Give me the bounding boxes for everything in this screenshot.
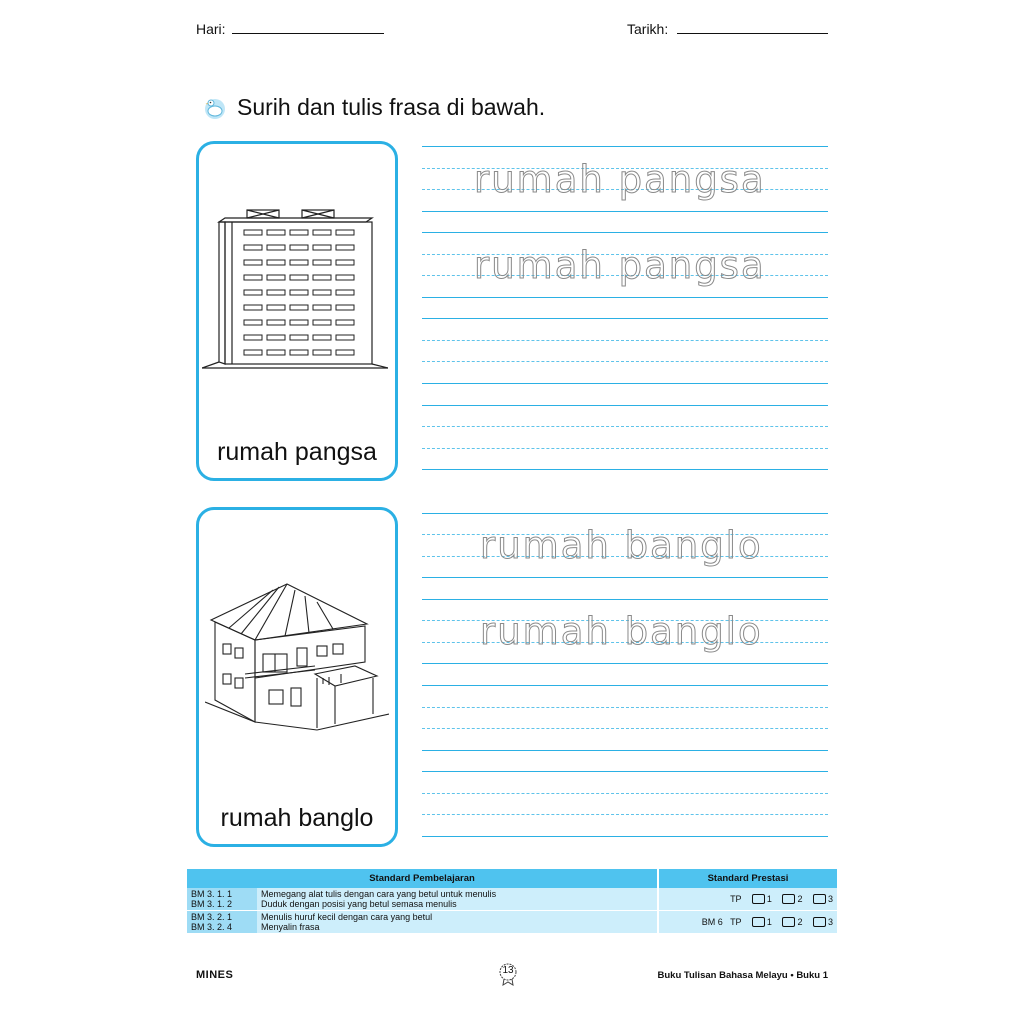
- line-solid: [422, 750, 828, 751]
- trace-text: rumah banglo: [480, 524, 763, 567]
- line-solid: [422, 318, 828, 319]
- line-dashed: [422, 340, 828, 341]
- line-solid: [422, 383, 828, 384]
- book-title: Buku Tulisan Bahasa Melayu • Buku 1: [657, 970, 828, 981]
- line-dashed: [422, 361, 828, 362]
- line-solid: [422, 513, 828, 514]
- page-number: 13: [502, 965, 514, 976]
- date-label: Tarikh:: [627, 21, 669, 37]
- apartment-building-icon: [202, 208, 388, 370]
- trace-text: rumah pangsa: [474, 244, 766, 287]
- line-solid: [422, 232, 828, 233]
- picture-card-apartment: [196, 141, 398, 481]
- line-dashed: [422, 728, 828, 729]
- tp-options: BM 6 TP 1 2 3: [658, 911, 837, 934]
- line-dashed: [422, 448, 828, 449]
- line-solid: [422, 405, 828, 406]
- bungalow-house-icon: [205, 582, 389, 732]
- table-header-performance: Standard Prestasi: [658, 869, 837, 888]
- line-dashed: [422, 814, 828, 815]
- standards-table: [187, 869, 837, 933]
- line-dashed: [422, 426, 828, 427]
- tp-options: TP 1 2 3: [658, 888, 837, 911]
- tp-checkbox-3[interactable]: [813, 894, 826, 904]
- tp-checkbox-1[interactable]: [752, 894, 765, 904]
- instruction: [203, 94, 545, 121]
- page-badge: [498, 962, 518, 986]
- line-solid: [422, 146, 828, 147]
- day-label: Hari:: [196, 21, 226, 37]
- line-solid: [422, 211, 828, 212]
- tp-checkbox-2[interactable]: [782, 917, 795, 927]
- line-solid: [422, 577, 828, 578]
- line-solid: [422, 297, 828, 298]
- card-caption: rumah banglo: [220, 804, 374, 832]
- table-row: [187, 888, 837, 911]
- line-solid: [422, 685, 828, 686]
- line-solid: [422, 663, 828, 664]
- line-solid: [422, 836, 828, 837]
- line-dashed: [422, 707, 828, 708]
- card-caption: rumah pangsa: [217, 438, 377, 466]
- line-dashed: [422, 793, 828, 794]
- date-write-line[interactable]: [677, 33, 828, 34]
- line-solid: [422, 599, 828, 600]
- trace-text: rumah pangsa: [474, 158, 766, 201]
- table-row: [187, 911, 837, 934]
- standard-descriptions: Memegang alat tulis dengan cara yang betul untuk menulis Duduk dengan posisi yang betul semasa menulis: [257, 888, 658, 911]
- instruction-text: Surih dan tulis frasa di bawah.: [237, 94, 546, 120]
- trace-text: rumah banglo: [480, 610, 763, 653]
- day-write-line[interactable]: [232, 33, 384, 34]
- standard-codes: BM 3. 2. 1 BM 3. 2. 4: [187, 911, 257, 934]
- line-solid: [422, 469, 828, 470]
- tp-checkbox-1[interactable]: [752, 917, 765, 927]
- table-header-learning: Standard Pembelajaran: [187, 869, 658, 888]
- standard-descriptions: Menulis huruf kecil dengan cara yang betul Menyalin frasa: [257, 911, 658, 934]
- line-solid: [422, 771, 828, 772]
- picture-card-bungalow: [196, 507, 398, 847]
- tp-checkbox-3[interactable]: [813, 917, 826, 927]
- standard-codes: BM 3. 1. 1 BM 3. 1. 2: [187, 888, 257, 911]
- bird-icon: [203, 96, 227, 120]
- brand-logo: MINES: [196, 969, 234, 981]
- tp-checkbox-2[interactable]: [782, 894, 795, 904]
